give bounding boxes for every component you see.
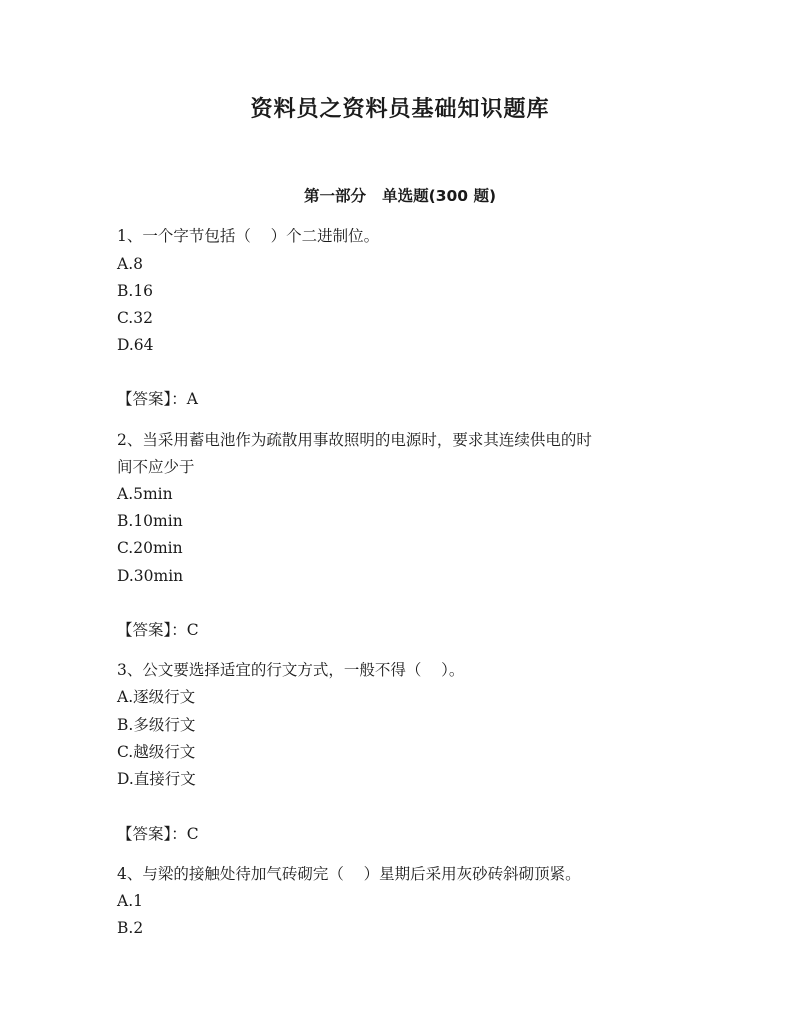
question-3-option-a: A.逐级行文 (117, 688, 196, 706)
question-1-option-a: A.8 (117, 255, 143, 273)
question-3-answer: 【答案】：C (117, 825, 199, 843)
question-2-option-c: C.20min (117, 539, 183, 557)
question-1-stem: 1、一个字节包括（ ）个二进制位。 (117, 227, 380, 245)
page-title: 资料员之资料员基础知识题库 (250, 97, 550, 122)
question-2-option-d: D.30min (117, 567, 184, 585)
question-3-option-d: D.直接行文 (117, 770, 196, 788)
question-3-option-b: B.多级行文 (117, 716, 196, 734)
question-2-stem-line-2: 间不应少于 (117, 458, 195, 476)
question-1-option-b: B.16 (117, 282, 154, 300)
question-1-answer: 【答案】：A (117, 390, 198, 408)
question-2-option-a: A.5min (117, 485, 173, 503)
question-1-option-d: D.64 (117, 336, 154, 354)
question-4-option-a: A.1 (117, 892, 143, 910)
question-1-option-c: C.32 (117, 309, 153, 327)
question-4-option-b: B.2 (117, 919, 144, 937)
section-heading: 第一部分 单选题(300 题) (303, 187, 497, 205)
question-3-option-c: C.越级行文 (117, 743, 196, 761)
question-4-stem: 4、与梁的接触处待加气砖砌完（ ）星期后采用灰砂砖斜砌顶紧。 (117, 865, 581, 883)
question-3-stem: 3、公文要选择适宜的行文方式，一般不得（ ）。 (117, 661, 465, 679)
question-2-answer: 【答案】：C (117, 621, 199, 639)
question-2-option-b: B.10min (117, 512, 183, 530)
question-2-stem-line-1: 2、当采用蓄电池作为疏散用事故照明的电源时，要求其连续供电的时 (117, 431, 592, 449)
